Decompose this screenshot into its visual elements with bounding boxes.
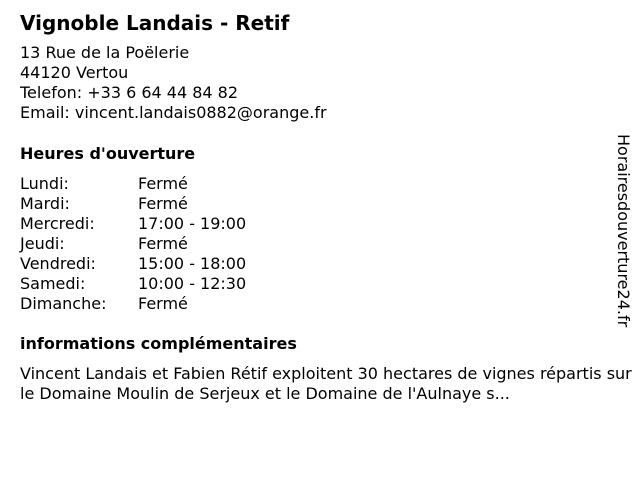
day-label: Mardi: [20,194,70,213]
hours-row-monday [20,174,246,194]
business-name: Vignoble Landais - Retif [20,11,290,35]
hours-row-tuesday [20,194,246,214]
hours-table [20,174,246,314]
address-city: 44120 Vertou [20,63,129,82]
day-label: Samedi: [20,274,86,293]
hours-row-sunday [20,294,246,314]
day-label: Vendredi: [20,254,96,273]
email-address: Email: vincent.landais0882@orange.fr [20,103,327,122]
hours-row-friday [20,254,246,274]
day-label: Mercredi: [20,214,95,233]
day-hours: Fermé [138,234,188,253]
day-hours: Fermé [138,174,188,193]
watermark-text: Horairesdouverture24.fr [614,134,633,328]
day-hours: Fermé [138,194,188,213]
day-label: Dimanche: [20,294,107,313]
day-hours: 10:00 - 12:30 [138,274,247,293]
hours-row-wednesday [20,214,246,234]
phone-number: Telefon: +33 6 64 44 84 82 [20,83,239,102]
watermark [608,134,638,346]
hours-heading: Heures d'ouverture [20,144,196,163]
info-heading: informations complémentaires [20,334,297,353]
day-hours: Fermé [138,294,188,313]
day-label: Lundi: [20,174,69,193]
day-label: Jeudi: [20,234,65,253]
day-hours: 17:00 - 19:00 [138,214,247,233]
contact-block [20,43,327,123]
day-hours: 15:00 - 18:00 [138,254,247,273]
hours-row-thursday [20,234,246,254]
hours-row-saturday [20,274,246,294]
info-description: Vincent Landais et Fabien Rétif exploitent 30 hectares de vignes répartis sur le Domaine Moulin de Serjeux et le Domaine de l'Aulnaye s... [20,364,632,403]
address-street: 13 Rue de la Poëlerie [20,43,190,62]
